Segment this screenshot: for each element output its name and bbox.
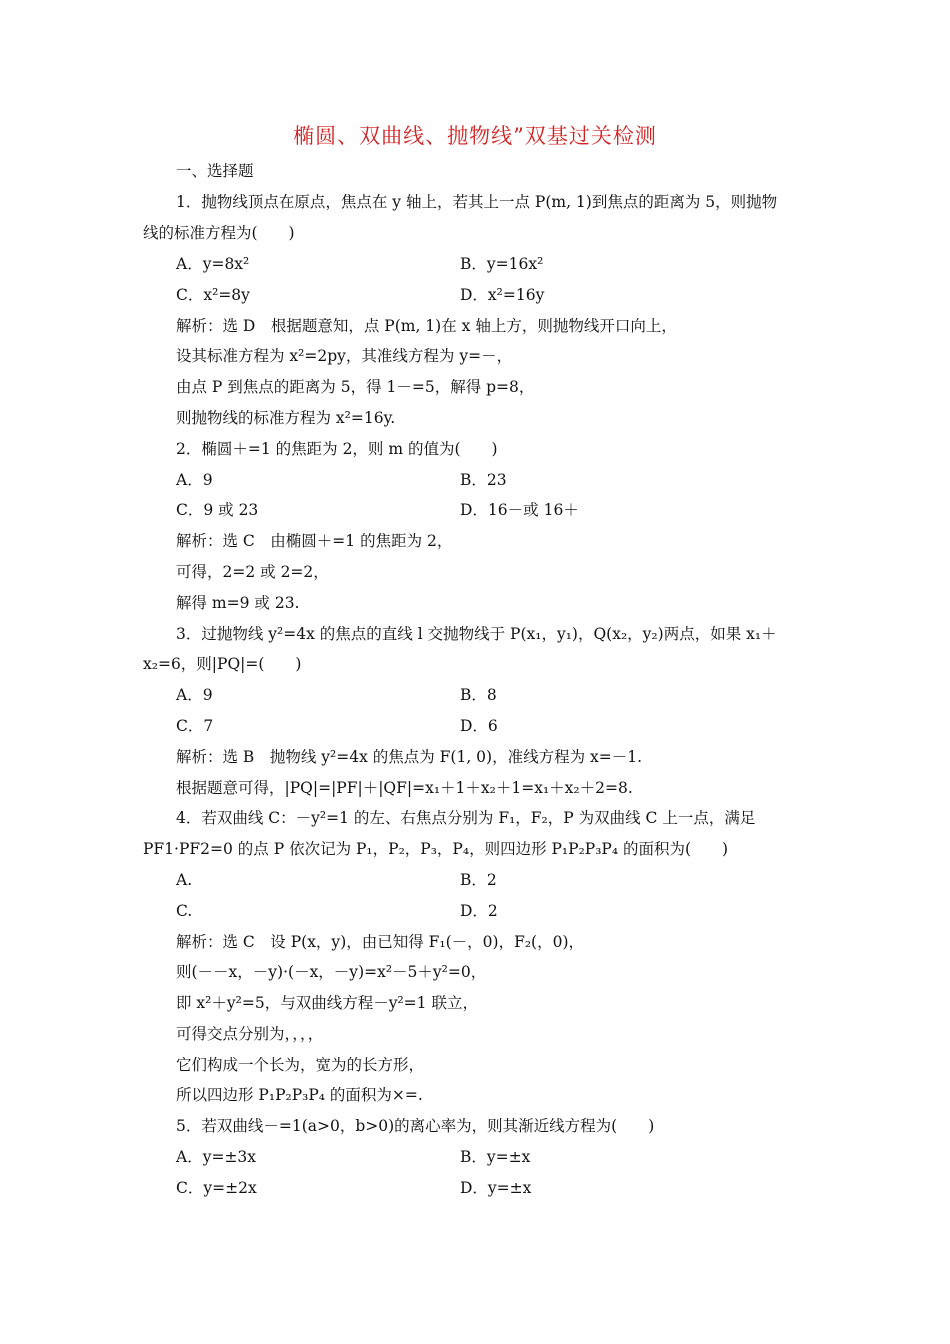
answer-option: A．y=8x² xyxy=(176,255,250,273)
text-line: 解析：选 B 抛物线 y²=4x 的焦点为 F(1, 0)，准线方程为 x=－1. xyxy=(176,748,643,766)
page-title: 椭圆、双曲线、抛物线”双基过关检测 xyxy=(293,124,657,148)
answer-option: C. xyxy=(176,902,193,920)
answer-option: D．y=±x xyxy=(460,1179,532,1197)
answer-option: C．7 xyxy=(176,717,214,735)
answer-option: B．y=16x² xyxy=(460,255,544,273)
text-line: 由点 P 到焦点的距离为 5，得 1－=5，解得 p=8， xyxy=(176,378,535,396)
text-line: 它们构成一个长为，宽为的长方形， xyxy=(176,1056,425,1074)
answer-option: C．x²=8y xyxy=(176,286,250,304)
answer-option: B．y=±x xyxy=(460,1148,531,1166)
answer-option: A. xyxy=(176,871,193,889)
text-line: 解析：选 C 由椭圆＋=1 的焦距为 2， xyxy=(176,532,453,550)
answer-option: C．9 或 23 xyxy=(176,501,259,519)
text-line: 4．若双曲线 C：－y²=1 的左、右焦点分别为 F₁，F₂，P 为双曲线 C 上一点，满足 xyxy=(176,809,756,827)
answer-option: D．x²=16y xyxy=(460,286,545,304)
text-line: 所以四边形 P₁P₂P₃P₄ 的面积为×=. xyxy=(176,1086,423,1104)
text-line: PF1·PF2=0 的点 P 依次记为 P₁，P₂，P₃，P₄，则四边形 P₁P₂P₃P₄ 的面积为( ) xyxy=(143,840,729,858)
text-line: 解得 m=9 或 23. xyxy=(176,594,300,612)
text-line: 则(－－x，－y)·(－x，－y)=x²－5＋y²=0， xyxy=(176,963,487,981)
text-line: 设其标准方程为 x²=2py，其准线方程为 y=－， xyxy=(176,347,513,365)
answer-option: D．16－或 16＋ xyxy=(460,501,579,519)
text-line: 1．抛物线顶点在原点，焦点在 y 轴上，若其上一点 P(m, 1)到焦点的距离为 5，则抛物 xyxy=(176,193,778,211)
text-line: 根据题意可得，|PQ|=|PF|＋|QF|=x₁＋1＋x₂＋1=x₁＋x₂＋2=8. xyxy=(176,779,633,797)
text-line: 线的标准方程为( ) xyxy=(143,224,295,242)
answer-option: A．9 xyxy=(176,471,213,489)
answer-option: D．6 xyxy=(460,717,498,735)
text-line: 一、选择题 xyxy=(176,162,254,180)
answer-option: C．y=±2x xyxy=(176,1179,257,1197)
text-line: 则抛物线的标准方程为 x²=16y. xyxy=(176,409,396,427)
answer-option: B．2 xyxy=(460,871,497,889)
answer-option: A．9 xyxy=(176,686,213,704)
text-line: 解析：选 D 根据题意知，点 P(m, 1)在 x 轴上方，则抛物线开口向上， xyxy=(176,317,677,335)
text-line: 2．椭圆＋=1 的焦距为 2，则 m 的值为( ) xyxy=(176,440,498,458)
text-line: 可得，2=2 或 2=2， xyxy=(176,563,329,581)
answer-option: D．2 xyxy=(460,902,498,920)
answer-option: A．y=±3x xyxy=(176,1148,257,1166)
answer-option: B．8 xyxy=(460,686,497,704)
text-line: 5．若双曲线－=1(a>0，b>0)的离心率为，则其渐近线方程为( ) xyxy=(176,1117,655,1135)
text-line: 解析：选 C 设 P(x，y)，由已知得 F₁(－，0)，F₂(，0)， xyxy=(176,933,585,951)
text-line: 即 x²＋y²=5，与双曲线方程－y²=1 联立， xyxy=(176,994,478,1012)
text-line: 3．过抛物线 y²=4x 的焦点的直线 l 交抛物线于 P(x₁，y₁)，Q(x₂，y₂)两点，如果 x₁＋ xyxy=(176,625,777,643)
text-line: 可得交点分别为，，，， xyxy=(176,1025,324,1043)
answer-option: B．23 xyxy=(460,471,507,489)
text-line: x₂=6，则|PQ|=( ) xyxy=(143,655,302,673)
